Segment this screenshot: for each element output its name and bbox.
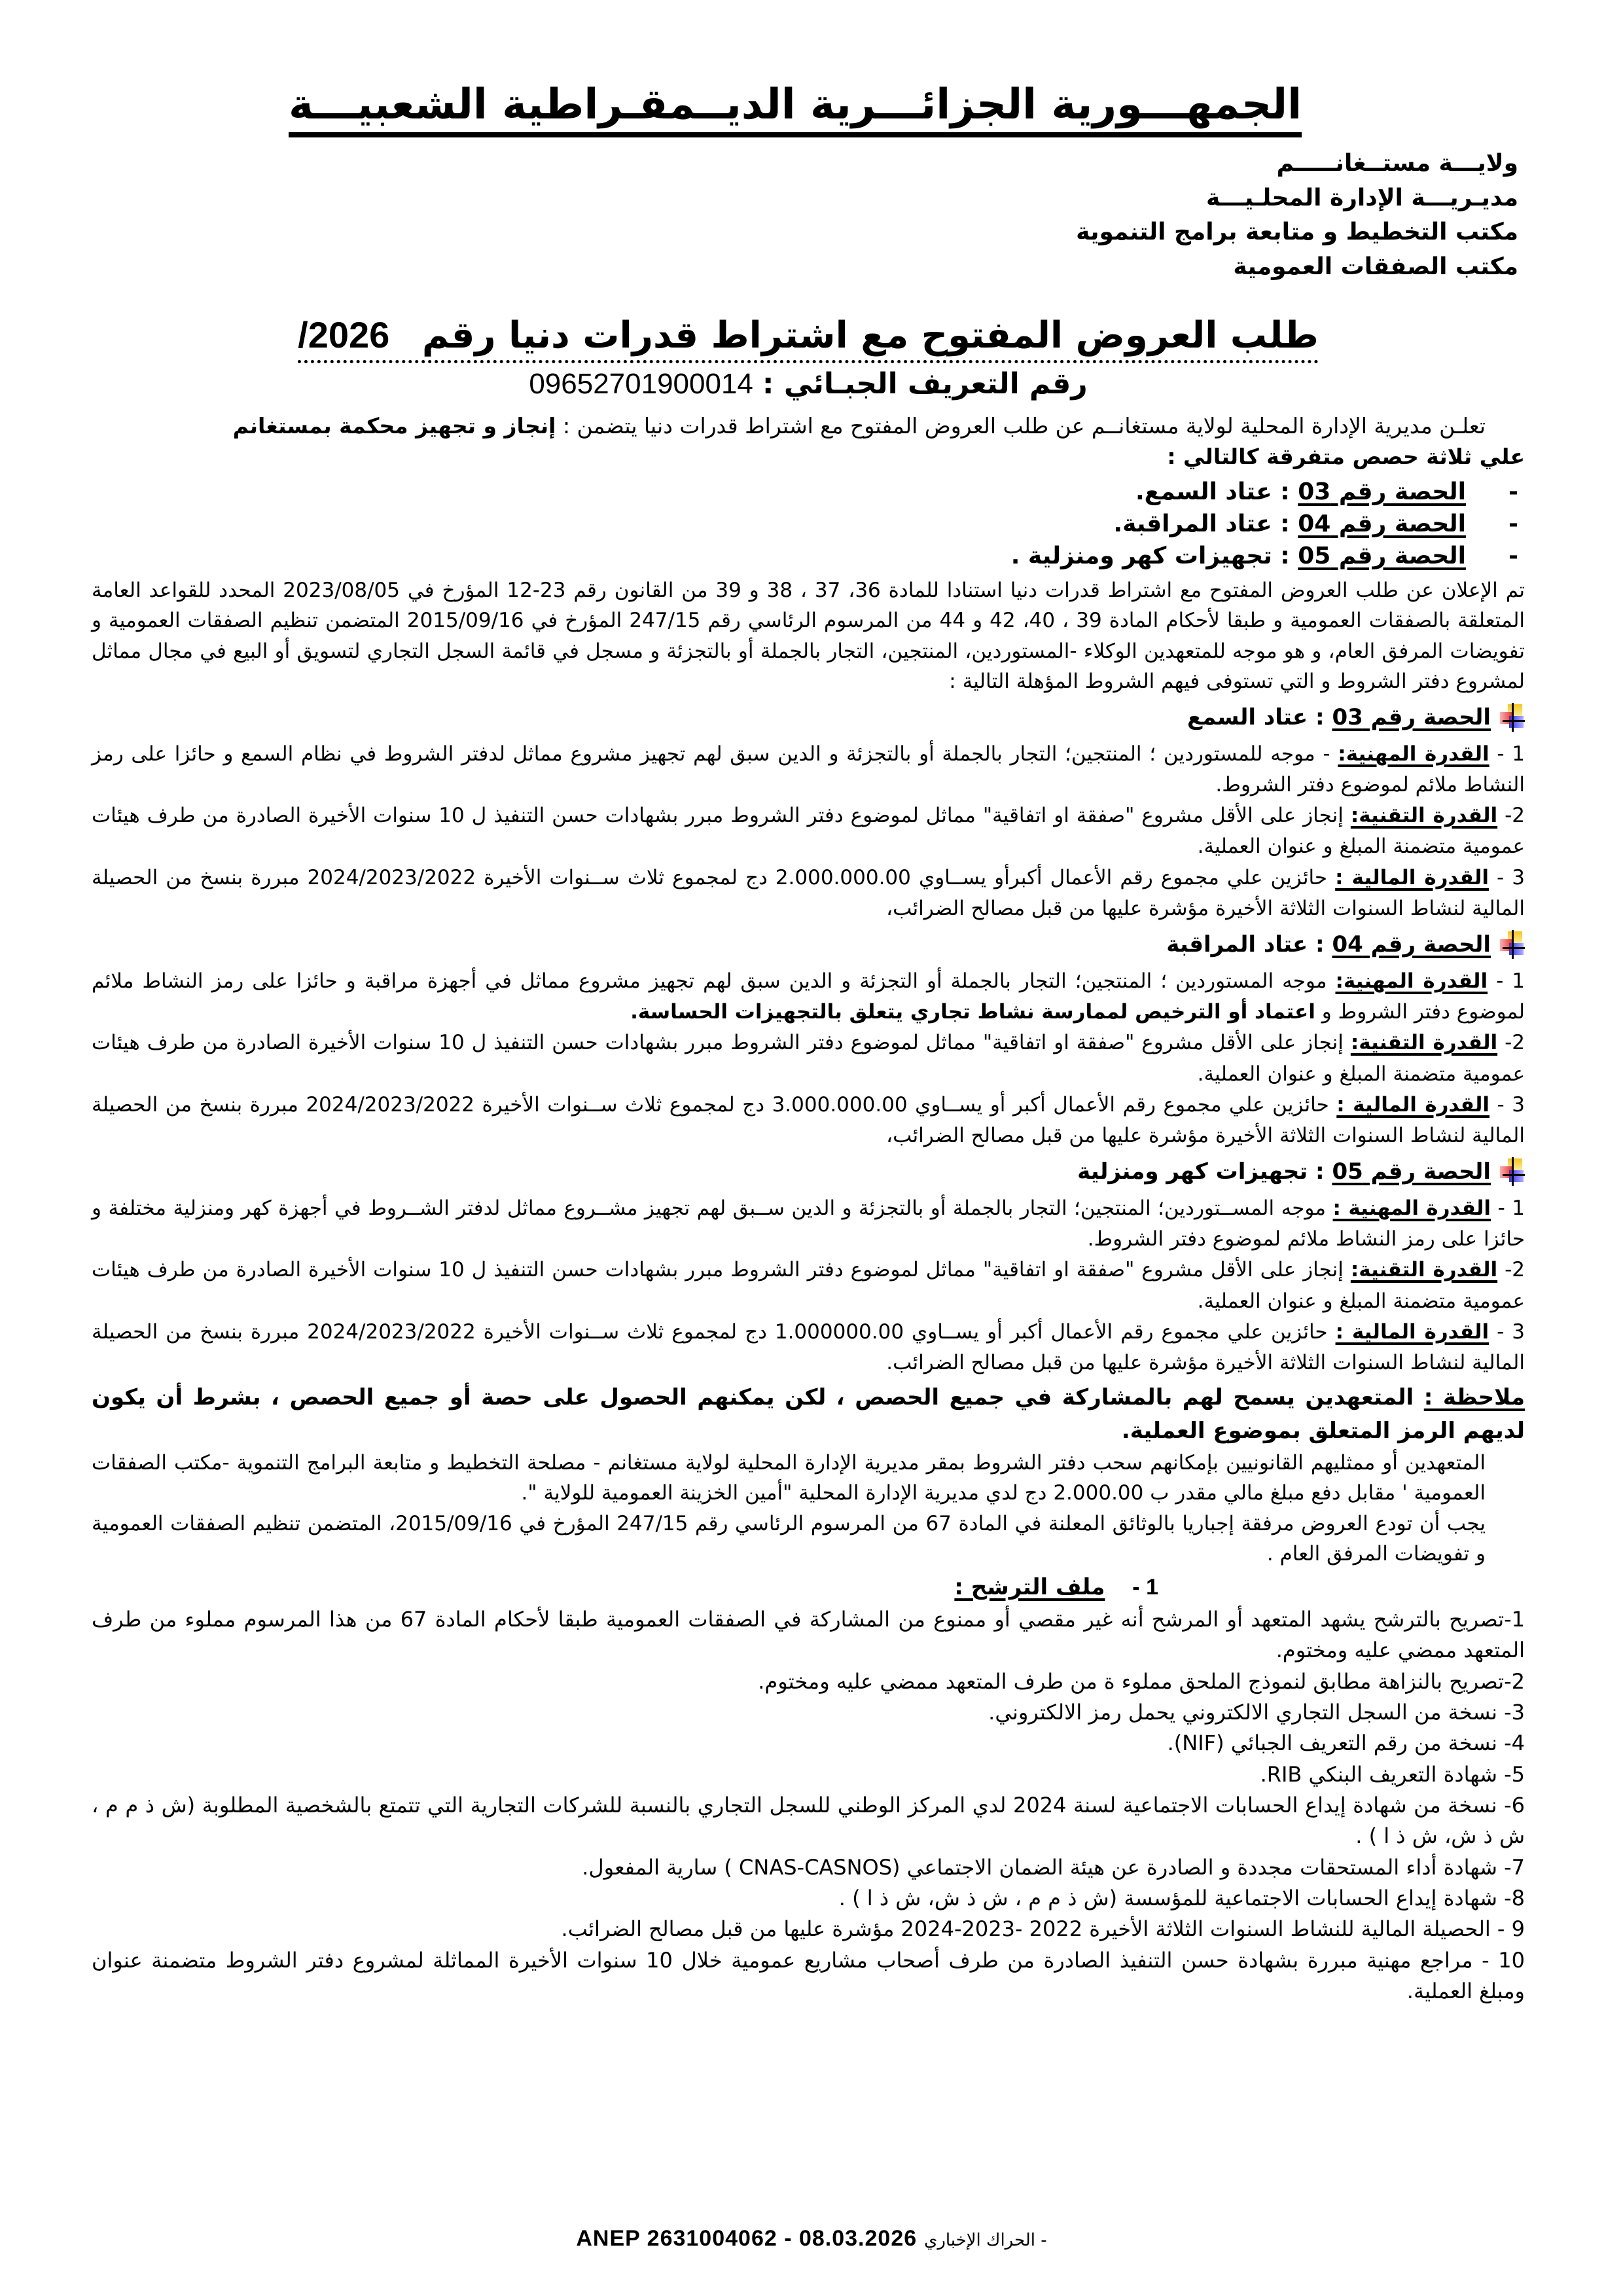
lot-heading: الحصة رقم 03 : عتاد السمع xyxy=(92,700,1525,735)
planning-office-line: مكتب التخطيط و متابعة برامج التنموية xyxy=(1076,219,1518,246)
professional-capacity: 1 - القدرة المهنية: موجه المستوردين ؛ المنتجين؛ التجار بالجملة أو التجزئة و الدين سبق لهم تجهيز مشروع مماثل في أجهزة مراقبة و حائزا على رمز النشاط ملائم لموضوع دفتر الشروط و اعتماد أو الترخيص لممارسة نشاط تجاري يتعلق بالتجهيزات الحساسة. xyxy=(92,969,1525,1024)
tender-title xyxy=(92,313,1525,363)
technical-capacity: 2- القدرة التقنية: إنجاز على الأقل مشروع "صفقة او اتفاقية" مماثل لموضوع دفتر الشروط مبرر بشهادات حسن التنفيذ ل 10 سنوات الأخيرة الصادرة من طرف هيئات عمومية متضمنة المبلغ و عنوان العملية. xyxy=(92,1031,1525,1086)
republic-heading xyxy=(92,79,1525,137)
bullet-squares-icon xyxy=(1499,703,1525,732)
lot-list-item: - الحصة رقم 04 : عتاد المراقبة. xyxy=(92,509,1466,541)
republic-title: الجمهـــورية الجزائـــرية الديــمقـراطية الشعبيـــة xyxy=(289,79,1302,137)
lot-heading: الحصة رقم 04 : عتاد المراقبة xyxy=(92,927,1525,962)
legal-basis-paragraph: تم الإعلان عن طلب العروض المفتوح مع اشتراط قدرات دنيا استنادا للمادة 36، 37 ، 38 و 39 من القانون رقم 23-12 المؤرخ في 2023/08/05 المحدد للقواعد العامة المتعلقة بالصفقات العمومية و طبقا لأحكام المادة 39 ، 40، 42 و 44 من المرسوم الرئاسي رقم 247/15 المؤرخ في 2015/09/16 المتضمن تنظيم الصفقات العمومية و تفويضات المرفق العام، و هو موجه للمتعهدين الوكلاء -المستوردين، المنتجين، التجار بالجملة أو بالتجزئة و مسجل في قائمة السجل التجاري لتسويق أو البيع في مجال مماثل لمشروع دفتر الشروط و التي تستوفى فيهم الشروط المؤهلة التالية : xyxy=(92,578,1525,694)
source-label: - الحراك الإخباري xyxy=(923,2231,1047,2250)
withdrawal-paragraph: المتعهدين أو ممثليهم القانونيين بإمكانهم سحب دفتر الشروط بمقر مديرية الإدارة المحلية لولاية مستغانم - مصلحة التخطيط و متابعة البرامج التنموية -مكتب الصفقات العمومية ' مقابل دفع مبلغ مالي مقدر ب 2.000.00 دج لدي مديرية الإدارة المحلية "أمين الخزينة العمومية للولاية ". xyxy=(92,1450,1486,1505)
anep-reference: ANEP 2631004062 - 08.03.2026 xyxy=(576,2226,918,2251)
lots-intro: علي ثلاثة حصص متفرقة كالتالي : xyxy=(1167,444,1525,470)
lot-list-item: - الحصة رقم 05 : تجهيزات كهر ومنزلية . xyxy=(92,541,1466,573)
professional-capacity: 1 - القدرة المهنية : موجه المســتوردين؛ المنتجين؛ التجار بالجملة أو بالتجزئة و الدين ســبق لهم تجهيز مشــروع مماثل لدفتر الشــروط في أجهزة كهر ومنزلية مختلفة و حائزا على رمز النشاط ملائم لموضوع دفتر الشروط. xyxy=(92,1196,1525,1251)
application-file-heading: 1 - ملف الترشح : xyxy=(954,1573,1158,1600)
tender-title-text: طلب العروض المفتوح مع اشتراط قدرات دنيا رقم xyxy=(421,314,1319,357)
list-item: 5- شهادة التعريف البنكي RIB. xyxy=(1260,1761,1525,1787)
bullet-squares-icon xyxy=(1499,1157,1525,1186)
list-item: 4- نسخة من رقم التعريف الجبائي (NIF). xyxy=(1167,1731,1525,1756)
tender-number: 2026/ xyxy=(298,314,390,356)
lot-section xyxy=(92,1154,1525,1378)
list-item: 9 - الحصيلة المالية للنشاط السنوات الثلاثة الأخيرة 2022 -2023-2024 مؤشرة عليها من قبل مصالح الضرائب. xyxy=(561,1916,1525,1942)
financial-capacity: 3 - القدرة المالية : حائزين علي مجموع رقم الأعمال أكبرأو يســاوي 2.000.000.00 دج لمجموع ثلاث ســنوات الأخيرة 2024/2023/2022 مبررة بنسخ من الحصيلة المالية لنشاط السنوات الثلاثة الأخيرة مؤشرة عليها من قبل مصالح الضرائب، xyxy=(92,865,1525,920)
submission-paragraph: يجب أن تودع العروض مرفقة إجباريا بالوثائق المعلنة في المادة 67 من المرسوم الرئاسي رقم 247/15 المؤرخ في 2015/09/16، المتضمن تنظيم الصفقات العمومية و تفويضات المرفق العام . xyxy=(92,1511,1486,1566)
note-text: المتعهدين يسمح لهم بالمشاركة في جميع الحصص ، لكن يمكنهم الحصول على حصة أو جميع الحصص ، بشرط أن يكون لديهم الرمز المتعلق بموضوع العملية. xyxy=(92,1384,1525,1444)
list-item: 1-تصريح بالترشح يشهد المتعهد أو المرشح أنه غير مقصي أو ممنوع من المشاركة في الصفقات العمومية طبقا لأحكام المادة 67 من هذا المرسوم مملوء من طرف المتعهد ممضي عليه ومختوم. xyxy=(92,1606,1525,1663)
bullet-squares-icon xyxy=(1499,930,1525,959)
tax-id-label: رقم التعريف الجبـائي : xyxy=(762,367,1088,401)
list-item: 8- شهادة إيداع الحسابات الاجتماعية للمؤسسة (ش ذ م م ، ش ذ ش، ش ذ ا ) . xyxy=(838,1886,1525,1911)
lot-section xyxy=(92,927,1525,1151)
procurement-office-line: مكتب الصفقات العمومية xyxy=(1233,253,1518,280)
application-file-list xyxy=(92,1604,1525,2007)
document-page xyxy=(92,79,1525,2007)
technical-capacity: 2- القدرة التقنية: إنجاز على الأقل مشروع "صفقة او اتفاقية" مماثل لموضوع دفتر الشروط مبرر بشهادات حسن التنفيذ ل 10 سنوات الأخيرة الصادرة من طرف هيئات عمومية متضمنة المبلغ و عنوان العملية. xyxy=(92,1258,1525,1313)
directorate-line: مديـريـــة الإدارة المحلـيـــة xyxy=(1206,184,1518,211)
project-subject: إنجاز و تجهيز محكمة بمستغانم xyxy=(232,413,556,439)
wilaya-line: ولايـــة مستــغانـــــم xyxy=(1276,150,1518,177)
note-paragraph xyxy=(92,1381,1525,1448)
lot-list-item: - الحصة رقم 03 : عتاد السمع. xyxy=(92,476,1466,509)
financial-capacity: 3 - القدرة المالية : حائزين علي مجموع رقم الأعمال أكبر أو يســاوي 1.000000.00 دج لمجموع ثلاث ســنوات الأخيرة 2024/2023/2022 مبررة بنسخ من الحصيلة المالية لنشاط السنوات الثلاثة الأخيرة مؤشرة عليها من قبل مصالح الضرائب. xyxy=(92,1319,1525,1374)
lot-heading: الحصة رقم 05 : تجهيزات كهر ومنزلية xyxy=(92,1154,1525,1189)
technical-capacity: 2- القدرة التقنية: إنجاز على الأقل مشروع "صفقة او اتفاقية" مماثل لموضوع دفتر الشروط مبرر بشهادات حسن التنفيذ ل 10 سنوات الأخيرة الصادرة من طرف هيئات عمومية متضمنة المبلغ و عنوان العملية. xyxy=(92,804,1525,859)
administration-block xyxy=(92,147,1525,284)
professional-capacity: 1 - القدرة المهنية: - موجه للمستوردين ؛ المنتجين؛ التجار بالجملة أو بالتجزئة و الدين سبق لهم تجهيز مشروع مماثل لدفتر الشروط في نظام السمع و حائزا على رمز النشاط ملائم لموضوع دفتر الشروط. xyxy=(92,742,1525,797)
lot-list xyxy=(92,476,1525,573)
list-item: 10 - مراجع مهنية مبررة بشهادة حسن التنفيذ الصادرة من طرف أصحاب مشاريع عمومية خلال 10 سنوات الأخيرة المماثلة لمشروع دفتر الشروط متضمنة عنوان ومبلغ العملية. xyxy=(92,1947,1525,2004)
tax-id-value: 09652701900014 xyxy=(529,368,753,401)
financial-capacity: 3 - القدرة المالية : حائزين علي مجموع رقم الأعمال أكبر أو يســاوي 3.000.000.00 دج لمجموع ثلاث ســنوات الأخيرة 2024/2023/2022 مبررة بنسخ من الحصيلة المالية لنشاط السنوات الثلاثة الأخيرة مؤشرة عليها من قبل مصالح الضرائب، xyxy=(92,1092,1525,1147)
lot-section xyxy=(92,700,1525,924)
list-item: 6- نسخة من شهادة إيداع الحسابات الاجتماعية لسنة 2024 لدي المركز الوطني للسجل التجاري بالنسبة للشركات التجارية التي تتمتع بالشخصية المطلوبة (ش ذ م م ، ش ذ ش، ش ذ ا ) . xyxy=(92,1793,1525,1849)
note-label: ملاحظة : xyxy=(1423,1384,1525,1410)
tax-id xyxy=(92,367,1525,402)
intro-paragraph xyxy=(92,411,1525,473)
list-item: 2-تصريح بالنزاهة مطابق لنموذج الملحق مملوء ة من طرف المتعهد ممضي عليه ومختوم. xyxy=(758,1668,1525,1694)
list-item: 7- شهادة أداء المستحقات مجددة و الصادرة عن هيئة الضمان الاجتماعي (CNAS-CASNOS ) سارية المفعول. xyxy=(582,1854,1525,1880)
footer xyxy=(0,2225,1623,2251)
list-item: 3- نسخة من السجل التجاري الالكتروني يحمل رمز الالكتروني. xyxy=(988,1699,1525,1725)
intro-text: تعلـن مديرية الإدارة المحلية لولاية مستغانــم عن طلب العروض المفتوح مع اشتراط قدرات دنيا يتضمن : xyxy=(562,413,1486,439)
